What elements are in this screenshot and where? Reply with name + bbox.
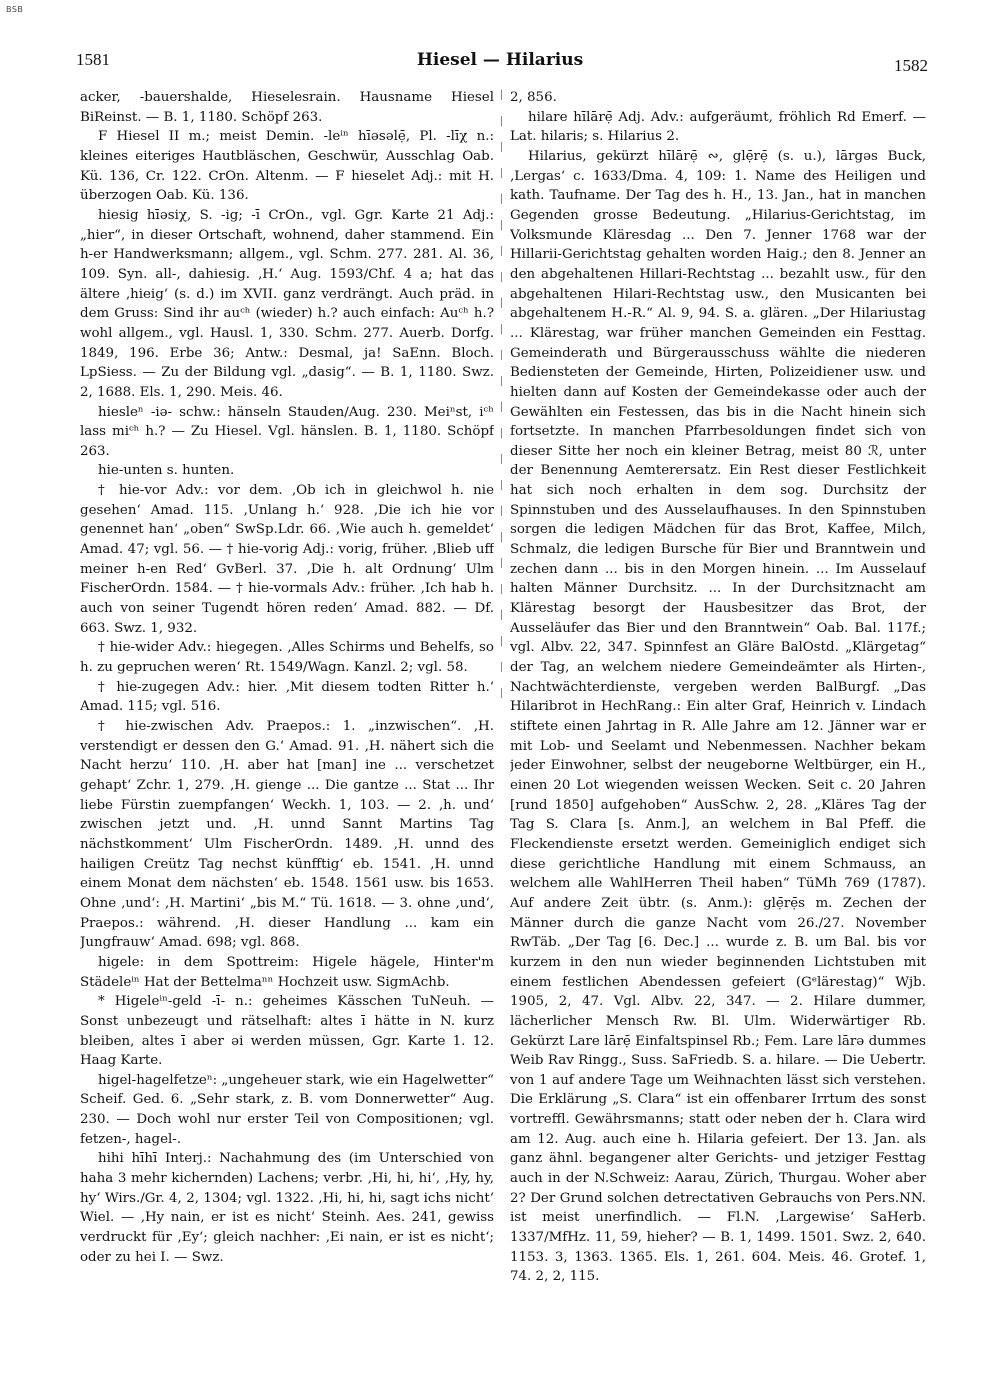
dictionary-entry: acker, -bauershalde, Hieselesrain. Hausname Hiesel BiReinst. — B. 1, 1180. Schöpf 263. [80,90,494,125]
column-divider [501,90,502,710]
dictionary-entry: † hie-zwischen Adv. Praepos.: 1. „inzwischen“. ‚H. verstendigt er dessen den G.‘ Amad. 91. ‚H. nähert sich die Nacht herzu‘ 110. ‚H. aber hat [man] ine ... verschetzet gehapt‘ Zchr. 1, 279. ‚H. gienge ... Die gantze ... Stat ... Ihr liebe Fürstin zuempfangen‘ Weckh. 1, 103. — 2. ‚h. und‘ zwischen jetzt und. ‚H. unnd Sannt Martins Tag nächstkomment‘ Ulm FischerOrdn. 1489. ‚H. unnd des hailigen Creütz Tag nechst künfftig‘ eb. 1541. ‚H. unnd einem Monat dem nächsten‘ eb. 1548. 1561 usw. bis 1653. Ohne ‚und‘: ‚H. Martini‘ „bis M.“ Tü. 1618. — 3. ohne ‚und‘, Praepos.: während. ‚H. dieser Handlung ... kam ein Jungfrauw‘ Amad. 698; vgl. 868. [80,719,494,951]
dictionary-entry: hihi hīhī Interj.: Nachahmung des (im Unterschied von haha 3 mehr kichernden) Lachens; verbr. ‚Hi, hi, hi‘, ‚Hy, hy, hy‘ Wirs./Gr. 4, 2, 1304; vgl. 1322. ‚Hi, hi, hi, sagt ichs nicht‘ Wiel. — ‚Hy nain, er ist es nicht‘ Steinh. Aes. 241, gewiss verdruckt für ‚Ey‘; gleich nachher: ‚Ei nain, er ist es nicht‘; oder zu hei I. — Swz. [80,1151,494,1265]
dictionary-entry: † hie-vor Adv.: vor dem. ‚Ob ich in gleichwol h. nie gesehen‘ Amad. 115. ‚Unlang h.‘ 928. ‚Die ich hie vor genennet han‘ „oben“ SwSp.Ldr. 66. ‚Wie auch h. gemeldet‘ Amad. 47; vgl. 56. — † hie-vorig Adj.: vorig, früher. ‚Blieb uff meiner h-en Red‘ GvBerl. 37. ‚Die h. alt Ordnung‘ Ulm FischerOrdn. 1584. — † hie-vormals Adv.: früher. ‚Ich hab h. auch von seiner Tugendt hören reden‘ Amad. 882. — Df. 663. Swz. 1, 932. [80,483,494,636]
dictionary-entry: † hie-zugegen Adv.: hier. ‚Mit diesem todten Ritter h.‘ Amad. 115; vgl. 516. [80,679,494,715]
dictionary-entry: higel-hagelfetzeⁿ: „ungeheuer stark, wie ein Hagelwetter“ Scheif. Ged. 6. „Sehr stark, z. B. vom Donnerwetter“ Aug. 230. — Doch wohl nur erster Teil von Compositionen; vgl. fetzen-, hagel-. [80,1072,494,1147]
dictionary-entry: hiesleⁿ -iə- schw.: hänseln Stauden/Aug. 230. Meiⁿst, iᶜʰ lass miᶜʰ h.? — Zu Hiesel. Vgl. hänslen. B. 1, 1180. Schöpf 263. [80,404,494,459]
running-head: Hiesel — Hilarius [416,50,584,70]
dictionary-entry: hilare hīlārẹ̄ Adj. Adv.: aufgeräumt, fröhlich Rd Emerf. — Lat. hilaris; s. Hilarius 2. [510,109,926,145]
dictionary-entry: 2, 856. [510,90,557,105]
dictionary-entry: † hie-wider Adv.: hiegegen. ‚Alles Schirms und Behelfs, so h. zu gepruchen weren‘ Rt. 1549/Wagn. Kanzl. 2; vgl. 58. [80,640,494,676]
library-stamp: BSB [6,5,24,14]
right-column [510,88,926,1366]
dictionary-entry: Hilarius, gekürzt hīlārẹ̄ ∾, glẹ̄rẹ̄ (s. u.), lārgəs Buck, ‚Lergas‘ c. 1633/Dma. 4, 109: 1. Name des Heiligen und kath. Taufname. Der Tag des h. H., 13. Jan., hat in manchen Gegenden grosse Bedeutung. „Hilarius-Gerichtstag, im Volksmunde Kläresdag ... Den 7. Jenner 1768 war der Hillarii-Gerichtstag gehalten worden Haig.; den 8. Jenner an den abgehaltenen Hillari-Rechtstag ... bezahlt usw., für den abgehaltenen Hilari-Rechtstag usw., den Musicanten bei abgehaltenem H.-R.“ Al. 9, 94. S. a. glären. „Der Hilariustag ... Klärestag, war früher manchen Gemeinden ein Festtag. Gemeinderath und Bürgerausschuss wählte die niederen Bediensteten der Gemeinde, Hirten, Polizeidiener usw. und hielten dann auf Kosten der Gemeindekasse oder auch der Gewählten ein Festessen, das bis in die Nacht hinein sich fortsetzte. In manchen Pfarrbesoldungen findet sich von dieser Sitte her noch ein kleiner Betrag, meist 80 ℛ, unter der Benennung Aemterersatz. Ein Rest dieser Festlichkeit hat sich noch erhalten in dem sog. Durchsitz der Spinnstuben und des Ausselaufhauses. In den Spinnstuben sorgen die ledigen Mädchen für das Brot, Kaffee, Milch, Schmalz, die ledigen Bursche für Bier und Branntwein und zechen dann ... bis in den Morgen hinein. ... Im Ausselauf halten Männer Durchsitz. ... In der Durchsitznacht am Klärestag besorgt der Hausbesitzer das Brot, der Ausseläufer das Bier und den Branntwein“ Oab. Bal. 117f.; vgl. Albv. 22, 347. Spinnfest an Gläre BalOstd. „Klärgetag“ der Tag, an welchem niedere Gemeindeämter als Hirten-, Nachtwächterdienste, vergeben werden BalBurgf. „Das Hilaribrot in HechRang.: Ein alter Graf, Heinrich v. Lindach stiftete einen Jahrtag in R. Alle Jahre am 12. Jänner war er mit Lob- und Seelamt und Nebenmessen. Nachher bekam jeder Einwohner, selbst der neugeborne Weltbürger, ein H., einen 20 Lot wiegenden weissen Wecken. Seit c. 20 Jahren [rund 1850] aufgehoben“ AusSchw. 2, 28. „Kläres Tag der Tag S. Clara [s. Anm.], an welchem in Bal Pfeff. die Fleckendienste ersetzt werden. Gemeiniglich endiget sich diese gerichtliche Handlung mit einem Schmauss, an welchem alle WahlHerren Theil haben“ TüMh 769 (1787). Auf andere Zeit übtr. (s. Anm.): glẹ̄rẹ̄s m. Zechen der Männer durch die ganze Nacht vom 26./27. November RwTäb. „Der Tag [6. Dec.] ... wurde z. B. um Bal. bis vor kurzem in den nun wieder beginnenden Lichtstuben mit einem festlichen Abendessen gefeiert (Gᵉlärestag)“ Wjb. 1905, 2, 47. Vgl. Albv. 22, 347. — 2. Hilare dummer, lächerlicher Mensch Rw. Bl. Ulm. Widerwärtiger Rb. Gekürzt Lare lārẹ̄ Einfaltspinsel Rb.; Fem. Lare lārə dummes Weib Rav Ringg., Suss. SaFriedb. S. a. hilare. — Die Uebertr. von 1 auf andere Tage um Weihnachten lässt sich verstehen. Die Erklärung „S. Clara“ ist ein offenbarer Irrtum des sonst vortreffl. Gewährsmanns; statt oder neben der h. Clara wird am 12. Aug. auch eine h. Hilaria gefeiert. Der 13. Jan. als ganz ähnl. begangener alter Gerichts- und jetziger Festtag auch in der N.Schweiz: Aarau, Zürich, Thurgau. Woher aber 2? Der Grund solchen detrectativen Gebrauchs von Pers.NN. ist meist unerfindlich. — Fl.N. ‚Largewise‘ SaHerb. 1337/MfHz. 11, 59, hieher? — B. 1, 1499. 1501. Swz. 2, 640. 1153. 3, 1363. 1365. Els. 1, 261. 604. Meis. 46. Grotef. 1, 74. 2, 2, 115. [510,148,926,1285]
left-column [80,88,494,1366]
dictionary-entry: F Hiesel II m.; meist Demin. -leⁱⁿ hīəsəlẹ̄, Pl. -līχ n.: kleines eiteriges Hautbläschen, Geschwür, Ausschlag Oab. Kü. 136, Cr. 122. CrOn. Altenm. — F hieselet Adj.: mit H. überzogen Oab. Kü. 136. [80,129,494,204]
dictionary-entry: * Higeleⁱⁿ-geld -ī- n.: geheimes Kässchen TuNeuh. — Sonst unbezeugt und rätselhaft: altes ī hätte in N. kurz bleiben, altes ī aber əi werden müssen, Ggr. Karte 1. 12. Haag Karte. [80,994,494,1069]
page-number-right: 1582 [894,56,928,75]
dictionary-entry: hiesig hīəsiχ, S. -ig; -ī CrOn., vgl. Ggr. Karte 21 Adj.: „hier“, in dieser Ortschaft, wohnend, daher stammend. Ein h-er Handwerksmann; allgem., vgl. Schm. 277. 281. Al. 36, 109. Syn. all-, dahiesig. ‚H.‘ Aug. 1593/Chf. 4 a; hat das ältere ‚hieig‘ (s. d.) im XVII. ganz verdrängt. Auch präd. in dem Gruss: Sind ihr auᶜʰ (wieder) h.? auch einfach: Auᶜʰ h.? wohl allgem., vgl. Hausl. 1, 330. Schm. 277. Auerb. Dorfg. 1849, 196. Erbe 36; Antw.: Desmal, ja! SaEnn. Bloch. LpSiess. — Zu der Bildung vgl. „dasig“. — B. 1, 1180. Swz. 2, 1688. Els. 1, 290. Meis. 46. [80,207,494,400]
dictionary-entry: hie-unten s. hunten. [98,463,235,479]
page-header [72,50,928,74]
dictionary-entry: higele: in dem Spottreim: Higele hägele, Hinter'm Städeleⁱⁿ Hat der Bettelmaⁿⁿ Hochzeit usw. SigmAchb. [80,954,494,990]
page-number-left: 1581 [76,50,110,69]
